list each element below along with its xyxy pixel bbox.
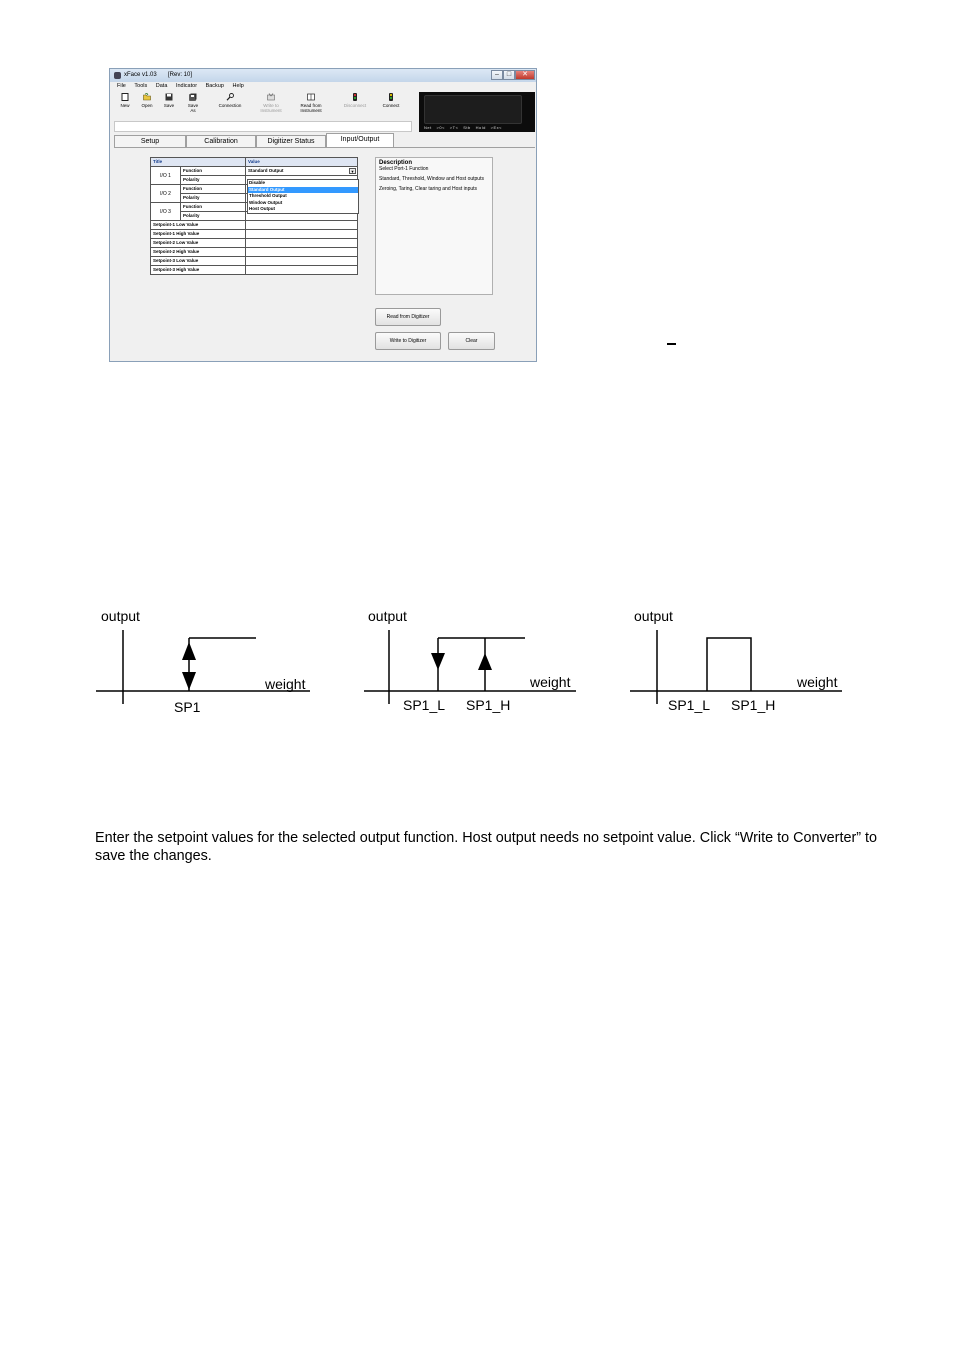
- io1-function-select[interactable]: [246, 167, 358, 176]
- write-to-digitizer-button[interactable]: Write to Digitizer: [375, 332, 441, 350]
- traffic-light-red-icon: [351, 93, 359, 101]
- sp1-low-label: SP1_L: [403, 697, 446, 713]
- save-disk-icon: [165, 93, 173, 101]
- window-title: xFace v1.03: [124, 72, 157, 78]
- minimize-button[interactable]: –: [491, 70, 503, 80]
- threshold-output-diagram: [358, 600, 588, 720]
- io1-function-value: Standard Output: [248, 168, 284, 173]
- io2-label: I/O 2: [151, 185, 181, 203]
- write-to-instrument-label: Write to Instrument: [260, 103, 282, 113]
- description-panel: [375, 157, 493, 295]
- io2-polarity-label: Polarity: [181, 194, 246, 203]
- table-row: [151, 257, 358, 266]
- menu-indicator[interactable]: Indicator: [175, 83, 198, 89]
- close-button[interactable]: ✕: [515, 70, 535, 80]
- table-row: [151, 266, 358, 275]
- new-label: New: [120, 103, 130, 108]
- read-from-instrument-button[interactable]: [293, 93, 329, 113]
- read-instrument-icon: [307, 93, 315, 101]
- save-as-button[interactable]: [184, 93, 202, 113]
- connect-button[interactable]: [376, 93, 406, 108]
- setpoint1-low-value[interactable]: [246, 221, 358, 230]
- window-pulse: [707, 638, 751, 691]
- weight-axis-label: weight: [797, 674, 838, 690]
- toolbar: [110, 91, 536, 130]
- table-row: [151, 239, 358, 248]
- column-header-value: Value: [246, 158, 358, 167]
- display-annunciators: Net >0< >T< Stb Hold >Ex<: [424, 125, 502, 130]
- table-row: [151, 221, 358, 230]
- table-row: [151, 167, 358, 176]
- lcd-screen: [424, 95, 522, 124]
- sp1-low-label: SP1_L: [668, 697, 711, 713]
- open-folder-icon: [143, 93, 151, 101]
- io3-polarity-label: Polarity: [181, 212, 246, 221]
- dropdown-option-standard-output[interactable]: Standard Output: [248, 187, 358, 194]
- weight-axis-label: weight: [530, 674, 571, 690]
- clear-button[interactable]: Clear: [448, 332, 495, 350]
- io1-label: I/O 1: [151, 167, 181, 185]
- connection-wrench-icon: [226, 93, 234, 101]
- tab-input-output[interactable]: Input/Output: [326, 133, 394, 148]
- output-axis-label: output: [634, 608, 673, 624]
- dropdown-arrow-icon[interactable]: ▼: [350, 169, 355, 174]
- arrow-up-icon: [182, 642, 196, 660]
- setpoint2-low-label: Setpoint-2 Low Value: [151, 239, 246, 248]
- sp1-high-label: SP1_H: [731, 697, 776, 713]
- new-file-icon: [121, 93, 129, 101]
- save-as-icon: [189, 93, 197, 101]
- io1-polarity-label: Polarity: [181, 176, 246, 185]
- open-label: Open: [141, 103, 153, 108]
- dropdown-option-host-output[interactable]: Host Output: [249, 206, 275, 211]
- tab-digitizer-status[interactable]: Digitizer Status: [256, 135, 326, 147]
- arrow-down-icon: [431, 653, 445, 670]
- description-title: Description: [379, 160, 413, 166]
- setpoint2-low-value[interactable]: [246, 239, 358, 248]
- title-bar: [110, 69, 536, 82]
- xface-window: [109, 68, 537, 362]
- setpoint3-high-label: Setpoint-3 High Value: [151, 266, 246, 275]
- arrow-up-icon: [478, 653, 492, 670]
- menu-backup[interactable]: Backup: [205, 83, 224, 89]
- read-from-instrument-label: Read from Instrument: [300, 103, 322, 113]
- write-instrument-icon: [267, 93, 275, 101]
- io3-function-label: Function: [181, 203, 246, 212]
- description-line-1: Select Port-1 Function: [379, 166, 429, 172]
- setpoint3-low-label: Setpoint-3 Low Value: [151, 257, 246, 266]
- new-button[interactable]: [116, 93, 134, 108]
- weight-display: [419, 92, 535, 132]
- write-to-instrument-button[interactable]: [253, 93, 289, 113]
- setpoint3-high-value[interactable]: [246, 266, 358, 275]
- window-revision: [Rev: 10]: [168, 72, 193, 78]
- dropdown-option-threshold-output[interactable]: Threshold Output: [249, 193, 287, 198]
- dropdown-option-window-output[interactable]: Window Output: [249, 199, 283, 205]
- open-button[interactable]: [137, 93, 157, 108]
- function-dropdown-list: [247, 179, 359, 214]
- description-line-2: Standard, Threshold, Window and Host outputs: [379, 176, 484, 182]
- setpoint2-high-value[interactable]: [246, 248, 358, 257]
- table-row: [151, 248, 358, 257]
- app-icon: [114, 72, 121, 79]
- instruction-paragraph: Enter the setpoint values for the selected output function. Host output needs no setpoint value. Click “Write to Converter” to save the changes.: [95, 830, 878, 864]
- io-settings-grid: [150, 157, 358, 275]
- save-button[interactable]: [159, 93, 179, 108]
- maximize-button[interactable]: □: [503, 70, 515, 80]
- output-axis-label: output: [101, 608, 140, 624]
- connect-label: Connect: [382, 103, 400, 108]
- disconnect-button[interactable]: [337, 93, 373, 108]
- read-from-digitizer-button[interactable]: Read from Digitizer: [375, 308, 441, 326]
- setpoint1-low-label: Setpoint-1 Low Value: [151, 221, 246, 230]
- standard-output-diagram: [90, 600, 320, 720]
- sp1-high-label: SP1_H: [466, 697, 511, 713]
- setpoint2-high-label: Setpoint-2 High Value: [151, 248, 246, 257]
- arrow-down-icon: [182, 672, 196, 690]
- column-header-title: Title: [151, 158, 246, 167]
- sp1-label: SP1: [174, 699, 201, 715]
- tab-setup[interactable]: Setup: [114, 135, 186, 147]
- menu-file[interactable]: File: [117, 83, 126, 89]
- io3-label: I/O 3: [151, 203, 181, 221]
- setpoint3-low-value[interactable]: [246, 257, 358, 266]
- io1-function-label: Function: [181, 167, 246, 176]
- traffic-light-green-icon: [387, 93, 395, 101]
- setpoint1-high-label: Setpoint-1 High Value: [151, 230, 246, 239]
- menu-help[interactable]: Help: [232, 83, 244, 89]
- connection-button[interactable]: [211, 93, 249, 108]
- connection-label: Connection: [218, 103, 242, 108]
- tab-calibration[interactable]: Calibration: [186, 135, 256, 147]
- save-as-label: Save As: [187, 103, 199, 113]
- output-axis-label: output: [368, 608, 407, 624]
- menu-tools[interactable]: Tools: [134, 83, 148, 89]
- grid-header-row: [151, 158, 358, 167]
- setpoint1-high-value[interactable]: [246, 230, 358, 239]
- menu-data[interactable]: Data: [155, 83, 168, 89]
- weight-axis-label: weight: [265, 676, 306, 692]
- dropdown-option-disable[interactable]: Disable: [249, 180, 266, 185]
- window-output-diagram: [624, 600, 854, 720]
- menu-bar: [110, 82, 536, 91]
- description-line-3: Zeroing, Taring, Clear taring and Host inputs: [379, 186, 478, 192]
- disconnect-label: Disconnect: [343, 103, 367, 108]
- status-strip: [114, 121, 412, 132]
- save-label: Save: [163, 103, 175, 108]
- io2-function-label: Function: [181, 185, 246, 194]
- dash-mark: [667, 343, 676, 345]
- table-row: [151, 230, 358, 239]
